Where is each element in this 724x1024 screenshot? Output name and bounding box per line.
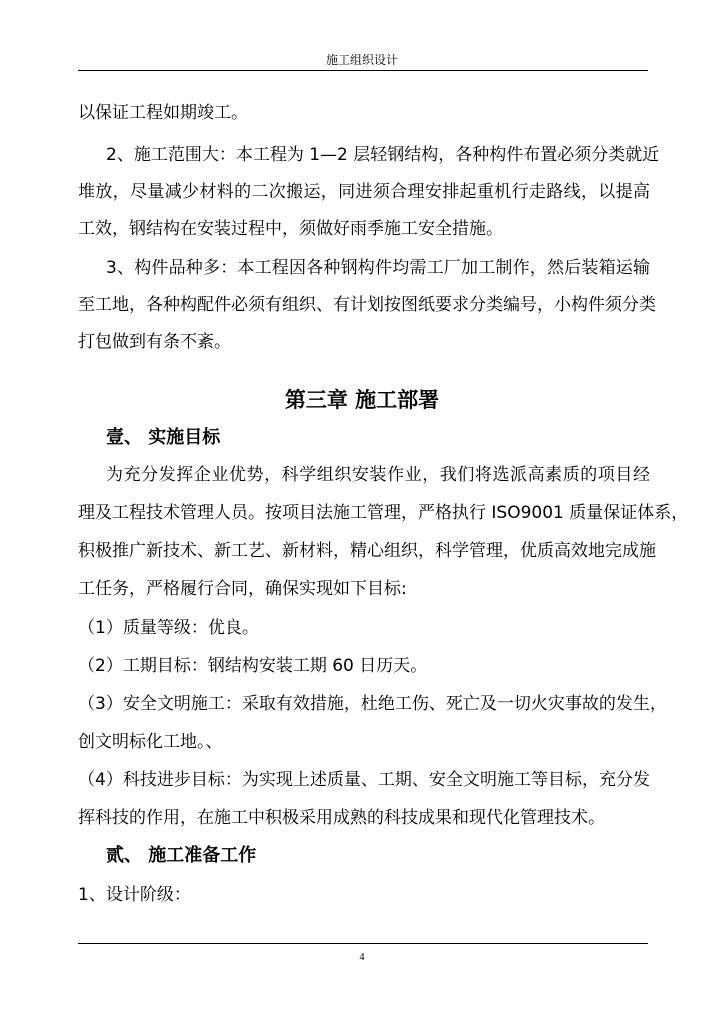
paragraph-line: 1、设计阶级： xyxy=(78,885,191,905)
paragraph-line: 理及工程技术管理人员。按项目法施工管理，严格执行 ISO9001 质量保证体系， xyxy=(78,503,689,523)
goal-item: （1）质量等级：优良。 xyxy=(78,618,259,638)
goal-item: （2）工期目标：钢结构安装工期 60 日历天。 xyxy=(78,656,428,676)
goal-item: 挥科技的作用，在施工中积极采用成熟的科技成果和现代化管理技术。 xyxy=(78,808,605,828)
paragraph-line: 至工地，各种构配件必须有组织、有计划按图纸要求分类编号，小构件须分类 xyxy=(78,295,656,315)
paragraph-line: 3、构件品种多：本工程因各种钢构件均需工厂加工制作，然后装箱运输 xyxy=(106,258,650,278)
section-title: 贰、 施工准备工作 xyxy=(106,845,257,866)
chapter-title: 第三章 施工部署 xyxy=(284,388,440,412)
paragraph-line: 为充分发挥企业优势，科学组织安装作业，我们将选派高素质的项目经 xyxy=(106,465,650,485)
header-title: 施工组织设计 xyxy=(325,53,398,67)
paragraph-line: 打包做到有条不紊。 xyxy=(78,332,231,352)
goal-item: （3）安全文明施工：采取有效措施，杜绝工伤、死亡及一切火灾事故的发生， xyxy=(78,694,667,714)
paragraph-line: 2、施工范围大：本工程为 1—2 层轻钢结构，各种构件布置必须分类就近 xyxy=(106,145,660,165)
paragraph-line: 堆放，尽量减少材料的二次搬运，同进须合理安排起重机行走路线，以提高 xyxy=(78,182,650,202)
goal-item: 创文明标化工地。、 xyxy=(78,732,223,752)
paragraph-line: 工效，钢结构在安装过程中，须做好雨季施工安全措施。 xyxy=(78,219,503,239)
paragraph-line: 工任务，严格履行合同，确保实现如下目标: xyxy=(78,579,407,599)
goal-item: （4）科技进步目标：为实现上述质量、工期、安全文明施工等目标，充分发 xyxy=(78,770,650,790)
paragraph-line: 积极推广新技术、新工艺、新材料，精心组织，科学管理，优质高效地完成施 xyxy=(78,541,656,561)
header-rule xyxy=(78,70,648,71)
footer-rule xyxy=(78,943,648,944)
paragraph-continuation: 以保证工程如期竣工。 xyxy=(78,103,248,123)
page-number: 4 xyxy=(359,952,365,963)
section-title: 壹、 实施目标 xyxy=(106,427,221,448)
